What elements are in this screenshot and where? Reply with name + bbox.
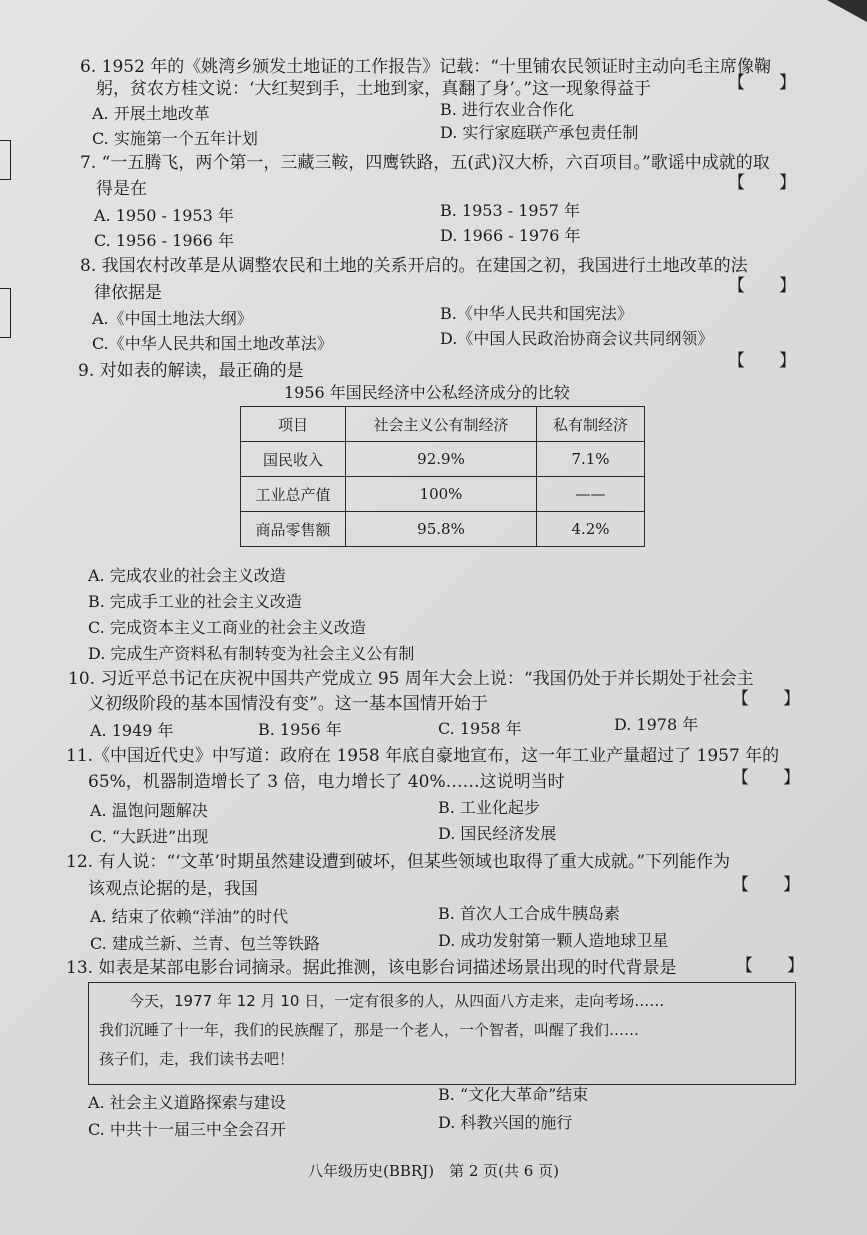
q11-option-a: A. 温饱问题解决 <box>90 801 208 820</box>
q9-option-b: B. 完成手工业的社会主义改造 <box>88 592 302 611</box>
table-cell: 商品零售额 <box>241 512 346 547</box>
q8-answer-bracket[interactable]: 【 】 <box>728 276 796 296</box>
q12-option-c: C. 建成兰新、兰青、包兰等铁路 <box>90 934 320 953</box>
q11-option-b: B. 工业化起步 <box>438 798 540 817</box>
q6-answer-bracket[interactable]: 【 】 <box>728 73 796 93</box>
q13-option-c: C. 中共十一届三中全会召开 <box>88 1120 286 1139</box>
table-row <box>241 512 645 547</box>
quote-line: 我们沉睡了十一年，我们的民族醒了，那是一个老人，一个智者，叫醒了我们…… <box>99 1021 640 1039</box>
q13-option-b: B. “文化大革命”结束 <box>438 1085 589 1104</box>
q10-stem-line1: 10. 习近平总书记在庆祝中国共产党成立 95 周年大会上说：“我国仍处于并长期处于社会主 <box>68 669 754 689</box>
table-cell: 4.2% <box>537 512 645 547</box>
q7-stem-line1: 7. “一五腾飞，两个第一，三藏三鞍，四鹰铁路，五(武)汉大桥，六百项目。”歌谣中成就的取 <box>80 153 770 173</box>
q7-option-a: A. 1950 - 1953 年 <box>94 206 234 225</box>
q7-option-d: D. 1966 - 1976 年 <box>440 226 581 245</box>
q9-option-c: C. 完成资本主义工商业的社会主义改造 <box>88 618 366 637</box>
q11-option-c: C. “大跃进”出现 <box>90 827 209 846</box>
table-header-row <box>241 407 645 442</box>
q7-option-c: C. 1956 - 1966 年 <box>94 231 234 250</box>
table-cell: 国民收入 <box>241 442 346 477</box>
table-row <box>241 442 645 477</box>
q10-option-c: C. 1958 年 <box>438 719 522 738</box>
q12-option-d: D. 成功发射第一颗人造地球卫星 <box>438 931 669 950</box>
q11-answer-bracket[interactable]: 【 】 <box>732 768 800 788</box>
q10-stem-line2: 义初级阶段的基本国情没有变”。这一基本国情开始于 <box>88 694 488 714</box>
q6-option-a: A. 开展土地改革 <box>92 104 210 123</box>
table-cell: 92.9% <box>346 442 537 477</box>
table-cell: 100% <box>346 477 537 512</box>
q13-option-d: D. 科教兴国的施行 <box>438 1113 573 1132</box>
table-row <box>241 477 645 512</box>
q13-stem: 13. 如表是某部电影台词摘录。据此推测，该电影台词描述场景出现的时代背景是 <box>66 958 677 978</box>
q12-option-b: B. 首次人工合成牛胰岛素 <box>438 904 620 923</box>
quote-line: 今天，1977 年 12 月 10 日，一定有很多的人，从四面八方走来，走向考场…… <box>99 992 665 1010</box>
q8-option-d: D.《中国人民政治协商会议共同纲领》 <box>440 329 714 348</box>
q8-option-c: C.《中华人民共和国土地改革法》 <box>92 334 333 353</box>
q7-answer-bracket[interactable]: 【 】 <box>728 173 796 193</box>
q13-answer-bracket[interactable]: 【 】 <box>736 956 804 976</box>
table-cell: 工业总产值 <box>241 477 346 512</box>
table-header: 社会主义公有制经济 <box>346 407 537 442</box>
q9-table-title: 1956 年国民经济中公私经济成分的比较 <box>284 383 570 402</box>
q8-option-b: B.《中华人民共和国宪法》 <box>440 304 633 323</box>
q8-stem-line2: 律依据是 <box>94 283 162 303</box>
table-header: 私有制经济 <box>537 407 645 442</box>
q11-stem-line2: 65%，机器制造增长了 3 倍，电力增长了 40%……这说明当时 <box>88 772 565 792</box>
q12-stem-line2: 该观点论据的是，我国 <box>88 879 258 899</box>
q6-option-c: C. 实施第一个五年计划 <box>92 129 258 148</box>
q7-option-b: B. 1953 - 1957 年 <box>440 201 581 220</box>
q6-option-b: B. 进行农业合作化 <box>440 100 574 119</box>
q9-stem: 9. 对如表的解读，最正确的是 <box>78 361 304 381</box>
q9-answer-bracket[interactable]: 【 】 <box>728 351 796 371</box>
q10-answer-bracket[interactable]: 【 】 <box>732 689 800 709</box>
page-footer: 八年级历史(BBRJ) 第 2 页(共 6 页) <box>308 1162 559 1180</box>
q6-stem-line1: 6. 1952 年的《姚湾乡颁发土地证的工作报告》记载：“十里铺农民领证时主动向毛主席像鞠 <box>80 57 771 77</box>
q7-stem-line2: 得是在 <box>96 179 147 199</box>
q8-stem-line1: 8. 我国农村改革是从调整农民和土地的关系开启的。在建国之初，我国进行土地改革的法 <box>80 256 748 276</box>
q10-option-a: A. 1949 年 <box>90 721 174 740</box>
background-corner <box>827 0 867 22</box>
q12-answer-bracket[interactable]: 【 】 <box>732 875 800 895</box>
q11-option-d: D. 国民经济发展 <box>438 824 557 843</box>
quote-line: 孩子们，走，我们读书去吧！ <box>99 1050 295 1068</box>
q8-option-a: A.《中国土地法大纲》 <box>92 309 253 328</box>
q10-option-b: B. 1956 年 <box>258 720 342 739</box>
q9-option-a: A. 完成农业的社会主义改造 <box>88 566 286 585</box>
table-cell: —— <box>537 477 645 512</box>
q6-option-d: D. 实行家庭联产承包责任制 <box>440 123 639 142</box>
q6-stem-line2: 躬，贫农方桂文说：‘大红契到手，土地到家，真翻了身’。”这一现象得益于 <box>96 79 651 99</box>
q13-quote-box <box>88 982 796 1085</box>
q11-stem-line1: 11.《中国近代史》中写道：政府在 1958 年底自豪地宣布，这一年工业产量超过了 1957 年的 <box>66 746 780 766</box>
table-header: 项目 <box>241 407 346 442</box>
q13-option-a: A. 社会主义道路探索与建设 <box>88 1093 286 1112</box>
q12-stem-line1: 12. 有人说：“‘文革’时期虽然建设遭到破坏，但某些领域也取得了重大成就。”下列能作为 <box>66 852 731 872</box>
q10-option-d: D. 1978 年 <box>614 715 699 734</box>
table-cell: 7.1% <box>537 442 645 477</box>
table-cell: 95.8% <box>346 512 537 547</box>
q9-option-d: D. 完成生产资料私有制转变为社会主义公有制 <box>88 644 415 663</box>
q9-data-table <box>240 406 645 547</box>
page-edge-mark <box>0 140 11 180</box>
page-edge-mark <box>0 288 11 338</box>
q12-option-a: A. 结束了依赖“洋油”的时代 <box>90 907 289 926</box>
